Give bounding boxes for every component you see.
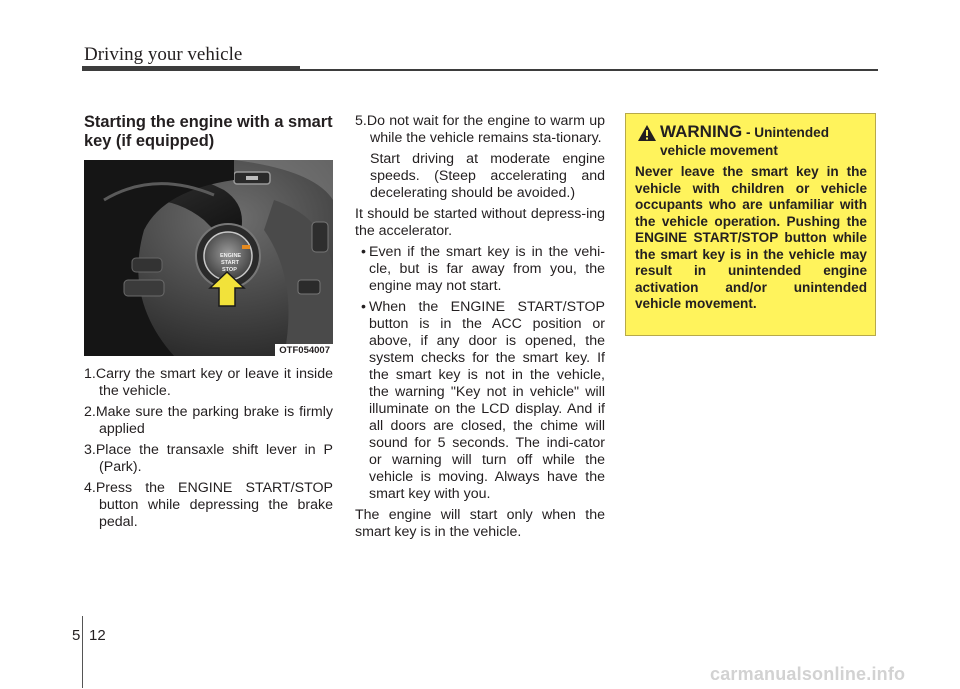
section-heading: Starting the engine with a smart key (if equipped) [84,113,333,150]
left-column [84,113,333,535]
bullet-dot-icon: • [361,299,366,315]
middle-column [355,113,605,545]
footer-rule [82,616,83,688]
figure-code: OTF054007 [275,344,333,356]
step-5: 5.Do not wait for the engine to warm up while the vehicle remains sta-tionary. [355,113,605,146]
warning-subtitle-2: vehicle movement [660,143,778,158]
bullet-dot-icon: • [361,244,366,260]
warning-title: WARNING [660,122,743,141]
step-5-detail: Start driving at moderate engine speeds. (Steep accelerating and decelerating should be avoided.) [370,151,605,201]
dashboard-illustration [84,160,333,356]
warning-subtitle: - Unintended [742,125,830,140]
warning-box [625,113,876,336]
page-number: 12 [89,627,106,644]
watermark: carmanualsonline.info [710,664,906,684]
step-4: 4.Press the ENGINE START/STOP button while depressing the brake pedal. [84,480,333,530]
step-2: 2.Make sure the parking brake is firmly applied [84,404,333,437]
warning-triangle-icon [637,124,657,142]
header-rule-thick [82,66,300,71]
start-button-photo [84,160,333,356]
running-header: Driving your vehicle [84,44,243,65]
chapter-number: 5 [72,627,81,644]
closing-note: The engine will start only when the smart key is in the vehicle. [355,507,605,540]
step-3: 3.Place the transaxle shift lever in P (Park). [84,442,333,475]
bullet-item: • Even if the smart key is in the vehi-cle, but is far away from you, the engine may not start. [361,244,605,294]
step-1: 1.Carry the smart key or leave it inside the vehicle. [84,366,333,399]
warning-heading [635,122,867,160]
bullet-item: • When the ENGINE START/STOP button is in the ACC position or above, if any door is opened, the system checks for the smart key. If the smart key is not in the vehicle, the warning "Key not in vehicle" will illuminate on the LCD display. And if all doors are closed, the chime will sound for 5 seconds. The indi-cator or warning will turn off while the vehicle is moving. Always have the smart key with you. [361,299,605,502]
button-label-stop: STOP [222,267,237,273]
button-label-engine: ENGINE [220,253,242,259]
button-label-start: START [221,260,239,266]
warning-text: Never leave the smart key in the vehicle with children or vehicle occupants who are unfamiliar with the vehicle operation. Pushing the ENGINE START/STOP button while the smart key is in the vehicle may result in unintended engine activation and/or unintended vehicle movement. [635,164,867,311]
header-rule-thin [300,69,878,71]
accelerator-note: It should be started without depress-ing the accelerator. [355,206,605,239]
